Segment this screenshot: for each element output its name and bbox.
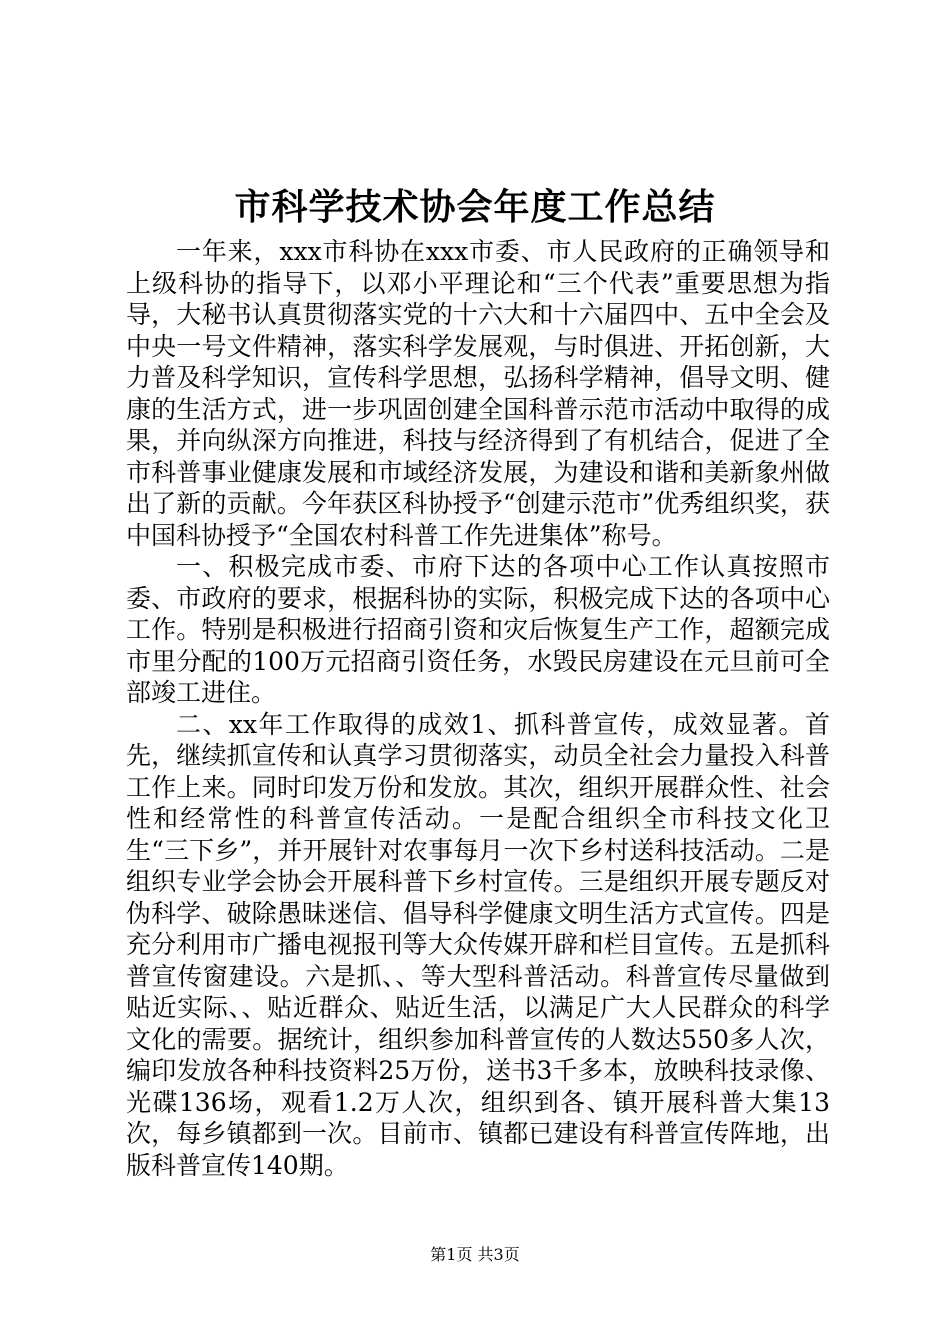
document-body (126, 236, 830, 1181)
paragraph-intro: 一年来，xxx市科协在xxx市委、市人民政府的正确领导和上级科协的指导下，以邓小平理论和“三个代表”重要思想为指导，大秘书认真贯彻落实党的十六大和十六届四中、五中全会及中央一号文件精神，落实科学发展观，与时俱进、开拓创新，大力普及科学知识，宣传科学思想，弘扬科学精神，倡导文明、健康的生活方式，进一步巩固创建全国科普示范市活动中取得的成果，并向纵深方向推进，科技与经济得到了有机结合，促进了全市科普事业健康发展和市域经济发展，为建设和谐和美新象州做出了新的贡献。今年获区科协授予“创建示范市”优秀组织奖，获中国科协授予“全国农村科普工作先进集体”称号。 (126, 237, 830, 550)
page-footer: 第1页 共3页 (430, 1245, 520, 1264)
document-title: 市科学技术协会年度工作总结 (234, 187, 716, 228)
paragraph-section-two: 二、xx年工作取得的成效1、抓科普宣传，成效显著。首先，继续抓宣传和认真学习贯彻落实，动员全社会力量投入科普工作上来。同时印发万份和发放。其次，组织开展群众性、社会性和经常性的科普宣传活动。一是配合组织全市科技文化卫生“三下乡”，并开展针对农事每月一次下乡村送科技活动。二是组织专业学会协会开展科普下乡村宣传。三是组织开展专题反对伪科学、破除愚昧迷信、倡导科学健康文明生活方式宣传。四是充分利用市广播电视报刊等大众传媒开辟和栏目宣传。五是抓科普宣传窗建设。六是抓、、等大型科普活动。科普宣传尽量做到贴近实际、、贴近群众、贴近生活，以满足广大人民群众的科学文化的需要。据统计，组织参加科普宣传的人数达550多人次，编印发放各种科技资料25万份，送书3千多本，放映科技录像、光碟136场，观看1.2万人次，组织到各、镇开展科普大集13次，每乡镇都到一次。目前市、镇都已建设有科普宣传阵地，出版科普宣传140期。 (126, 709, 830, 1180)
paragraph-section-one: 一、积极完成市委、市府下达的各项中心工作认真按照市委、市政府的要求，根据科协的实际，积极完成下达的各项中心工作。特别是积极进行招商引资和灾后恢复生产工作，超额完成市里分配的100万元招商引资任务，水毁民房建设在元旦前可全部竣工进住。 (126, 552, 830, 707)
